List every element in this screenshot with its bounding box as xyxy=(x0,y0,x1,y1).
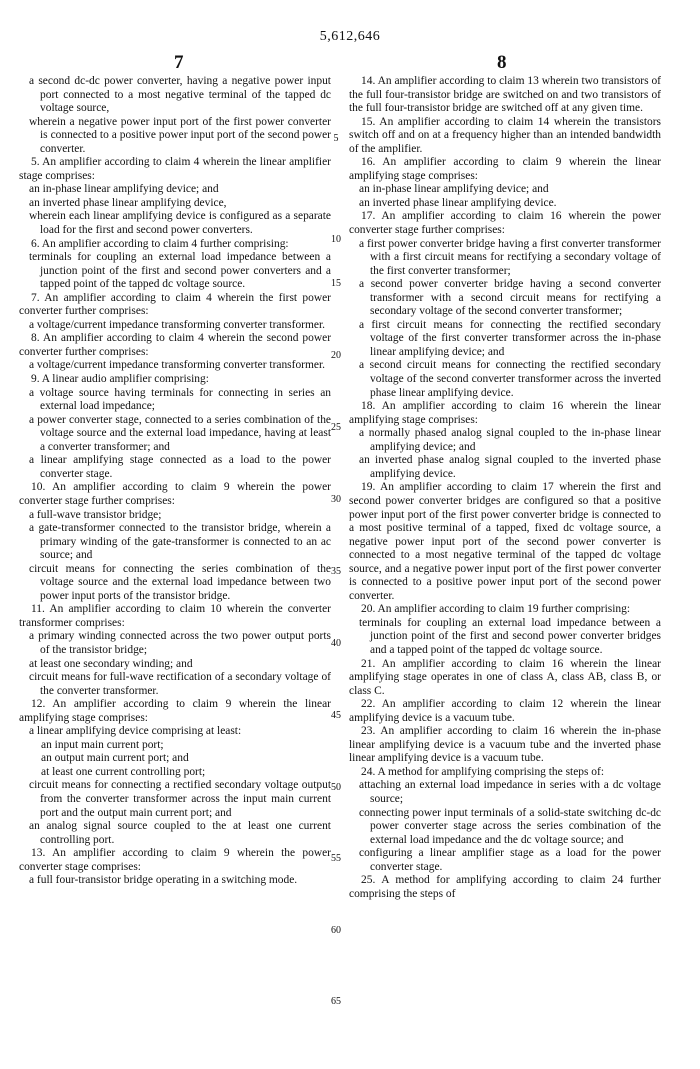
paragraph: 14. An amplifier according to claim 13 wherein two transistors of the full four-transistor bridge are switched on and two transistors of the full four-transistor bridge are switched off at any given time. xyxy=(349,75,661,115)
paragraph: a first power converter bridge having a first converter transformer with a first circuit means for rectifying a secondary voltage of the first converter transformer; xyxy=(359,237,661,277)
paragraph: 12. An amplifier according to claim 9 wherein the linear amplifying stage comprises: xyxy=(19,698,331,724)
line-number: 45 xyxy=(331,710,341,721)
paragraph: 16. An amplifier according to claim 9 wherein the linear amplifying stage comprises: xyxy=(349,156,661,182)
paragraph: connecting power input terminals of a solid-state switching dc-dc power converter stage across the series combination of the external load impedance and the dc voltage source; and xyxy=(359,806,661,846)
paragraph: 11. An amplifier according to claim 10 wherein the converter transformer comprises: xyxy=(19,603,331,629)
patent-number: 5,612,646 xyxy=(319,29,381,44)
paragraph: 23. An amplifier according to claim 16 wherein the in-phase linear amplifying device is a vacuum tube and the inverted phase linear amplifying device is a vacuum tube. xyxy=(349,725,661,765)
line-number: 5 xyxy=(333,133,339,144)
paragraph: a second dc-dc power converter, having a negative power input port connected to a most negative terminal of the tapped dc voltage source, xyxy=(29,75,331,115)
paragraph: a voltage source having terminals for connecting in series an external load impedance; xyxy=(29,386,331,413)
paragraph: 10. An amplifier according to claim 9 wherein the power converter stage further comprises: xyxy=(19,481,331,507)
paragraph: wherein each linear amplifying device is configured as a separate load for the first and second power converters. xyxy=(29,210,331,237)
paragraph: 22. An amplifier according to claim 12 wherein the linear amplifying device is a vacuum tube. xyxy=(349,698,661,724)
paragraph: 9. A linear audio amplifier comprising: xyxy=(31,373,209,386)
paragraph: a voltage/current impedance transforming converter transformer. xyxy=(29,318,325,331)
paragraph: a first circuit means for connecting the rectified secondary voltage of the first converter transformer across the in-phase linear amplifying device; and xyxy=(359,318,661,358)
paragraph: circuit means for full-wave rectification of a secondary voltage of the converter transformer. xyxy=(29,671,331,697)
paragraph: at least one current controlling port; xyxy=(41,765,206,778)
line-number: 10 xyxy=(331,234,341,245)
paragraph: 21. An amplifier according to claim 16 wherein the linear amplifying stage operates in one of class A, class AB, class B, or class C. xyxy=(349,657,661,697)
paragraph: circuit means for connecting the series combination of the voltage source and the external load impedance between two power input ports of the transistor bridge. xyxy=(29,562,331,602)
paragraph: at least one secondary winding; and xyxy=(29,657,193,670)
paragraph: configuring a linear amplifier stage as a load for the power converter stage. xyxy=(359,847,661,873)
line-number: 60 xyxy=(331,925,341,936)
paragraph: 19. An amplifier according to claim 17 wherein the first and second power converter bridges are configured so that a positive power input port of the first power converter bridge is connected to a most positive terminal of a tapped, fixed dc voltage source, a negative power input port of the second power converter is connected to a most negative terminal of the tapped dc voltage source, and a negative power input port of the first power converter is connected to a positive power input port of the second power converter. xyxy=(349,481,661,602)
paragraph: a primary winding connected across the two power output ports of the transistor bridge; xyxy=(29,630,331,656)
paragraph: 17. An amplifier according to claim 16 wherein the power converter stage further comprises: xyxy=(349,210,661,237)
paragraph: 24. A method for amplifying comprising the steps of: xyxy=(361,765,605,778)
paragraph: an input main current port; xyxy=(41,738,164,751)
paragraph: an inverted phase linear amplifying device. xyxy=(359,196,557,209)
paragraph: a normally phased analog signal coupled to the in-phase linear amplifying device; and xyxy=(359,427,661,453)
paragraph: an inverted phase linear amplifying device, xyxy=(29,196,227,209)
paragraph: 18. An amplifier according to claim 16 wherein the linear amplifying stage comprises: xyxy=(349,400,661,426)
paragraph: an in-phase linear amplifying device; and xyxy=(29,183,219,196)
right-column xyxy=(349,75,661,901)
paragraph: 15. An amplifier according to claim 14 wherein the transistors switch off and on at a frequency higher than an intended bandwidth of the amplifier. xyxy=(349,115,661,155)
paragraph: a full-wave transistor bridge; xyxy=(29,508,162,521)
line-number: 30 xyxy=(331,494,341,505)
paragraph: an analog signal source coupled to the at least one current controlling port. xyxy=(29,820,331,846)
line-number: 50 xyxy=(331,782,341,793)
paragraph: circuit means for connecting a rectified secondary voltage output from the converter transformer across the input main current port and the output main current port; and xyxy=(29,779,331,819)
paragraph: an inverted phase analog signal coupled to the inverted phase amplifying device. xyxy=(359,454,661,480)
page-number-left: 7 xyxy=(174,52,184,73)
paragraph: 13. An amplifier according to claim 9 wherein the power converter stage comprises: xyxy=(19,847,331,873)
paragraph: 7. An amplifier according to claim 4 wherein the first power converter further comprises: xyxy=(19,291,331,318)
line-number: 35 xyxy=(331,566,341,577)
paragraph: terminals for coupling an external load impedance between a junction point of the first and second power converter bridges and a tapped point of the tapped dc voltage source. xyxy=(359,616,661,656)
line-number: 55 xyxy=(331,853,341,864)
line-number: 15 xyxy=(331,278,341,289)
paragraph: terminals for coupling an external load impedance between a junction point of the first and second power converters and a tapped point of the tapped dc voltage source. xyxy=(29,251,331,291)
paragraph: an output main current port; and xyxy=(41,752,189,765)
paragraph: wherein a negative power input port of the first power converter is connected to a positive power input port of the second power converter. xyxy=(29,115,331,155)
paragraph: a second circuit means for connecting the rectified secondary voltage of the second converter transformer across the inverted phase linear amplifying device. xyxy=(359,359,661,399)
paragraph: 6. An amplifier according to claim 4 further comprising: xyxy=(31,237,289,250)
line-number: 20 xyxy=(331,350,341,361)
paragraph: 5. An amplifier according to claim 4 wherein the linear amplifier stage comprises: xyxy=(19,156,331,182)
paragraph: 8. An amplifier according to claim 4 wherein the second power converter further comprises: xyxy=(19,332,331,358)
paragraph: a full four-transistor bridge operating in a switching mode. xyxy=(29,874,298,887)
line-number: 40 xyxy=(331,638,341,649)
page-number-right: 8 xyxy=(497,52,507,73)
paragraph: a linear amplifying stage connected as a load to the power converter stage. xyxy=(29,454,331,480)
paragraph: 20. An amplifier according to claim 19 further comprising: xyxy=(361,603,631,616)
paragraph: attaching an external load impedance in series with a dc voltage source; xyxy=(359,779,661,805)
paragraph: an in-phase linear amplifying device; and xyxy=(359,183,549,196)
paragraph: a second power converter bridge having a second converter transformer with a second circuit means for rectifying a secondary voltage of the second converter transformer; xyxy=(359,278,661,318)
paragraph: a gate-transformer connected to the transistor bridge, wherein a primary winding of the gate-transformer is connected to an ac source; and xyxy=(29,522,331,562)
left-column xyxy=(19,75,331,888)
paragraph: a linear amplifying device comprising at least: xyxy=(29,725,242,738)
line-number: 25 xyxy=(331,422,341,433)
paragraph: a power converter stage, connected to a series combination of the voltage source and the external load impedance, having at least a converter transformer; and xyxy=(29,413,331,453)
paragraph: 25. A method for amplifying according to claim 24 further comprising the steps of xyxy=(349,874,661,900)
line-number: 65 xyxy=(331,996,341,1007)
paragraph: a voltage/current impedance transforming converter transformer. xyxy=(29,359,325,372)
